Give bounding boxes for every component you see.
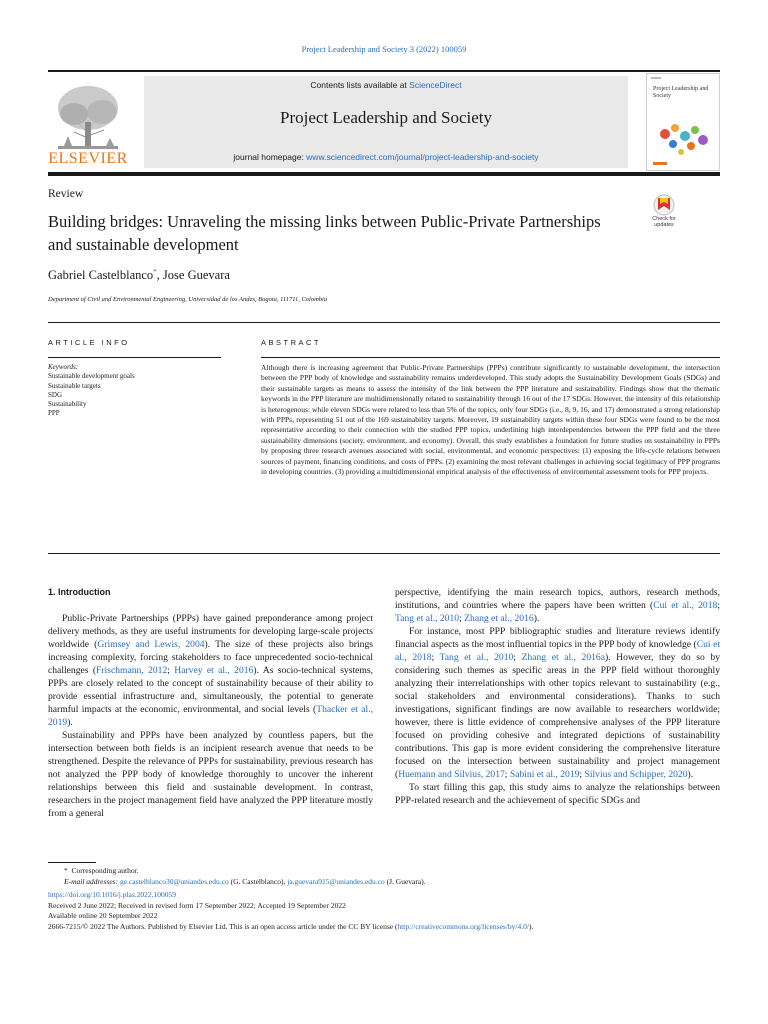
license-line bbox=[48, 922, 720, 933]
citation-link[interactable]: Silvius and Schipper, 2020 bbox=[584, 769, 688, 780]
left-paragraphs bbox=[48, 612, 373, 820]
header-rule-bottom bbox=[48, 172, 720, 176]
keyword: Sustainable targets bbox=[48, 381, 101, 390]
body-text: ). bbox=[67, 717, 73, 728]
citation-link[interactable]: Zhang et al., 2016a bbox=[521, 652, 605, 663]
body-paragraph bbox=[395, 625, 720, 781]
citation-link[interactable]: Frischmann, 2012 bbox=[96, 665, 168, 676]
body-text: ). However, they do so by considering such themes as specific areas in the PPP field without thoroughly analyzing their interrelationships with other topics relevant to sustainability (e.g., social stakeholders and environmental considerations). Thanks to such investigations, significant findings are now available to researchers worldwide; however, there is little evidence of comprehensive analyses of the PPP literature focused on providing cohesive and integrated depictions of sustainability contributions. This gap is more evident considering the comprehensive literature focused on the intersection between sustainability and project management ( bbox=[395, 652, 720, 780]
body-text: ; bbox=[459, 613, 465, 624]
header-rule-top bbox=[48, 70, 720, 72]
corresponding-mark[interactable]: * bbox=[153, 268, 157, 276]
article-info-rule bbox=[48, 357, 221, 358]
article-type: Review bbox=[48, 188, 84, 200]
body-column-left bbox=[48, 586, 373, 820]
body-paragraph bbox=[48, 729, 373, 820]
journal-reference[interactable]: Project Leadership and Society 3 (2022) 100059 bbox=[301, 44, 467, 54]
email-note bbox=[48, 877, 720, 888]
available-online: Available online 20 September 2022 bbox=[48, 911, 158, 921]
footnote-rule bbox=[48, 862, 96, 863]
citation-link[interactable]: Cui et al., 2018 bbox=[395, 639, 720, 663]
keyword: PPP bbox=[48, 409, 60, 418]
rule-above-info bbox=[48, 322, 720, 323]
license-suffix: ). bbox=[528, 921, 534, 931]
keywords-label: Keywords: bbox=[48, 363, 79, 371]
body-text: For instance, most PPP bibliographic studies and literature reviews identify financial aspects as the most influential topics in the PPP body of knowledge ( bbox=[395, 626, 720, 650]
abstract-rule bbox=[261, 357, 720, 358]
body-paragraph bbox=[395, 781, 720, 807]
corresponding-mark-note: * bbox=[64, 866, 68, 875]
affiliation: Department of Civil and Environmental Engineering, Universidad de los Andes, Bogota, 111711, Colombia bbox=[48, 296, 328, 303]
body-text: perspective, identifying the main research topics, authors, research methods, institutions, and countries where the papers have been written ( bbox=[395, 587, 720, 611]
email-link-1[interactable]: ge.castelblanco30@uniandes.edu.co bbox=[119, 876, 229, 886]
body-text: ; bbox=[717, 600, 720, 611]
body-text: ; bbox=[513, 652, 522, 663]
author-1[interactable]: Gabriel Castelblanco bbox=[48, 268, 154, 283]
citation-link[interactable]: Tang et al., 2010 bbox=[395, 613, 460, 624]
email-label: E-mail addresses: bbox=[64, 876, 120, 886]
author-2[interactable]: , Jose Guevara bbox=[156, 268, 230, 283]
right-paragraphs bbox=[395, 586, 720, 807]
citation-link[interactable]: Tang et al., 2010 bbox=[439, 652, 514, 663]
section-heading-introduction: 1. Introduction bbox=[48, 587, 111, 597]
body-text: To start filling this gap, this study aims to analyze the relationships between PPP-related research and the achievement of specific SDGs and bbox=[395, 782, 720, 806]
citation-link[interactable]: Huemann and Silvius, 2017 bbox=[398, 769, 505, 780]
email-name-1: (G. Castelblanco), bbox=[228, 876, 288, 886]
article-title: Building bridges: Unraveling the missing links between Public-Private Partnerships and sustainable development bbox=[48, 212, 601, 254]
email-link-2[interactable]: ja.guevara915@uniandes.edu.co bbox=[287, 876, 385, 886]
body-text: ; bbox=[579, 769, 585, 780]
body-text: ; bbox=[431, 652, 440, 663]
abstract-text: Although there is increasing agreement that Public-Private Partnerships (PPPs) contribute significantly to sustainable development, the intersection between the PPP body of knowledge and sustainability remains underdeveloped. This study adopts the Sustainability Development Goals (SDGs) and their sustainable targets as means to assess the intensity of the link between the PPP literature and sustainability. Findings show that the thematic keywords in the PPP literature are multidimensionally related to sustainability through 16 out of the 17 SDGs. However, the intensity of this relationship is heterogenous: while eleven SDGs were related to less than 5% of the topics, only four SDGs (i.e., 8, 9, 16, and 17) demonstrated a strong relationship with PPPs, representing 51 out of the 169 sustainability targets. Moreover, 19 sustainability targets within these four SDGs were found to be the most representative according to their connection with the studied PPP topics, underlining high interdependencies between the PPP field and the three sustainability dimensions (society, environment, and economy). Overall, this study establishes a foundation for future studies on sustainability in PPPs by proposing three research avenues associated with social, environmental, and economic perspectives: (1) exposing the life-cycle relations between sources of payment, financing conditions, and costs of PPPs. (2) examining the most relevant challenges in achieving social legitimacy of PPP programs in developing countries. (3) providing a multidimensional empirical analysis of the effectiveness of environmental assessment tools for PPP projects. bbox=[261, 363, 720, 477]
keywords-block bbox=[48, 363, 218, 419]
elsevier-wordmark: ELSEVIER bbox=[48, 150, 128, 167]
check-for-updates-badge[interactable] bbox=[644, 192, 684, 232]
body-text: ). The size of these projects also brings increasing complexity, forcing stakeholders to face unprecedented socio-technical challenges ( bbox=[48, 639, 373, 676]
keyword: Sustainability bbox=[48, 400, 87, 409]
citation-link[interactable]: Harvey et al., 2016 bbox=[174, 665, 254, 676]
journal-title: Project Leadership and Society bbox=[280, 108, 492, 127]
body-text: ). bbox=[687, 769, 694, 780]
check-updates-label: Check for updates bbox=[652, 216, 676, 228]
article-info-heading: ARTICLE INFO bbox=[48, 338, 130, 347]
license-link[interactable]: http://creativecommons.org/licenses/by/4.0/ bbox=[397, 921, 529, 931]
received-dates: Received 2 June 2022; Received in revised form 17 September 2022; Accepted 19 September 2022 bbox=[48, 900, 346, 910]
contents-line bbox=[144, 80, 628, 90]
body-paragraph bbox=[48, 612, 373, 729]
homepage-link[interactable]: www.sciencedirect.com/journal/project-leadership-and-society bbox=[306, 152, 539, 162]
citation-link[interactable]: Zhang et al., 2016 bbox=[464, 613, 534, 624]
homepage-label: journal homepage: bbox=[233, 152, 307, 162]
rule-below-abstract bbox=[48, 553, 720, 554]
body-text: Sustainability and PPPs have been analyzed by countless papers, but the intersection between both fields is an incipient research avenue that needs to be strengthened. Despite the relevance of PPPs for sustainability, previous research has not analyzed the PPP body of knowledge thoroughly to uncover the inherent relationships between this field and sustainable development. In contrast, researchers in the project management field have analyzed the PPP literature mostly from a general bbox=[48, 730, 373, 819]
authors bbox=[48, 268, 230, 283]
contents-prefix: Contents lists available at bbox=[310, 80, 410, 90]
body-column-right bbox=[395, 586, 720, 807]
corresponding-note bbox=[48, 866, 720, 877]
citation-link[interactable]: Thacker et al., 2019 bbox=[48, 704, 373, 728]
abstract-heading: ABSTRACT bbox=[261, 338, 322, 347]
footnotes bbox=[48, 866, 720, 933]
body-text: ; bbox=[504, 769, 510, 780]
doi-link[interactable]: https://doi.org/10.1016/j.plas.2022.100059 bbox=[48, 890, 176, 900]
citation-link[interactable]: Cui et al., 2018 bbox=[653, 600, 718, 611]
keyword: SDG bbox=[48, 390, 63, 399]
sciencedirect-link[interactable]: ScienceDirect bbox=[409, 80, 462, 90]
body-text: Public-Private Partnerships (PPPs) have gained preponderance among project delivery methods, as they are useful instruments for developing large-scale projects worldwide ( bbox=[48, 613, 373, 650]
body-text: ). bbox=[533, 613, 540, 624]
body-text: ; bbox=[167, 665, 175, 676]
license-prefix: 2666-7215/© 2022 The Authors. Published by Elsevier Ltd. This is an open access article under the CC BY license ( bbox=[48, 921, 398, 931]
body-paragraph bbox=[395, 586, 720, 625]
keyword: Sustainable development goals bbox=[48, 372, 135, 381]
corresponding-text: Corresponding author. bbox=[71, 866, 139, 875]
homepage-line bbox=[144, 152, 628, 162]
body-text: ). As socio-technical systems, PPPs are closely related to the concept of sustainability because of their ability to provide essential infrastructure and, simultaneously, the potential to generate harmful impacts at the economic, environmental, and social levels ( bbox=[48, 665, 373, 715]
citation-link[interactable]: Sabini et al., 2019 bbox=[509, 769, 580, 780]
email-name-2: (J. Guevara). bbox=[384, 876, 426, 886]
cover-title: Project Leadership and Society bbox=[653, 86, 709, 99]
citation-link[interactable]: Grimsey and Lewis, 2004 bbox=[97, 639, 205, 650]
